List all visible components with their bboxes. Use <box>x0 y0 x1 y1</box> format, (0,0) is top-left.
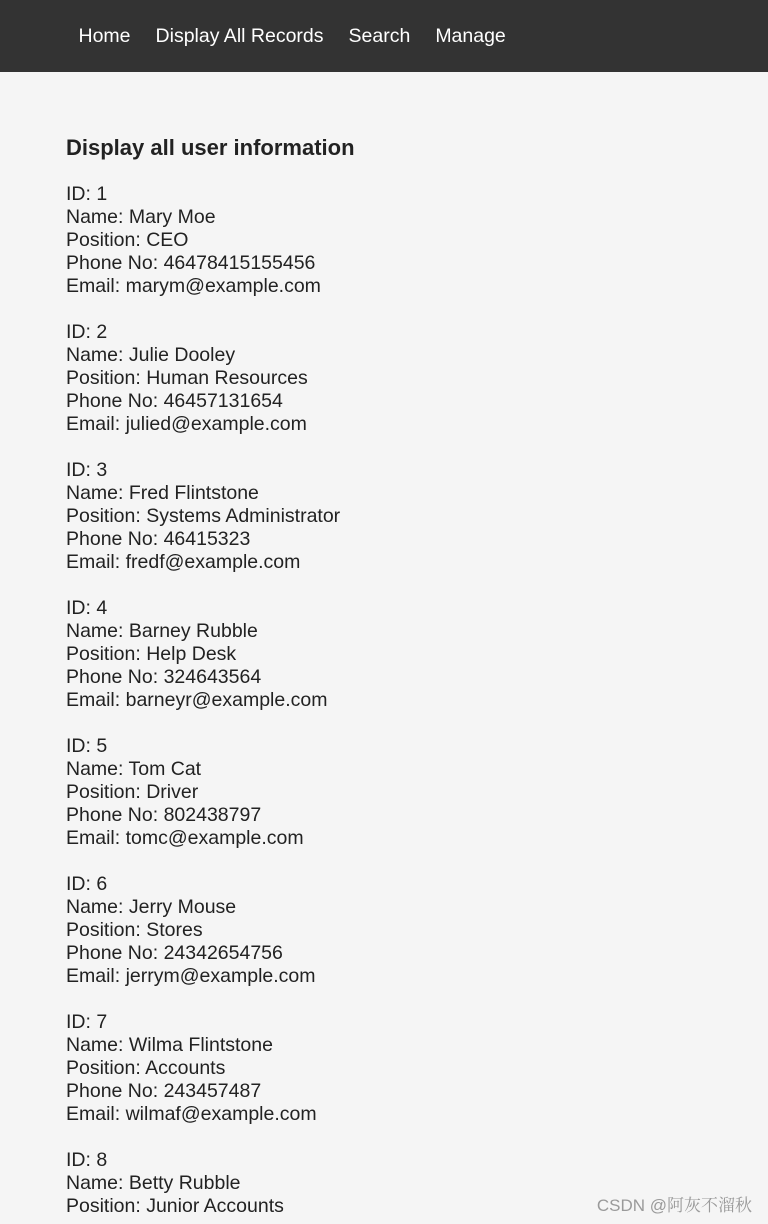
top-navbar <box>0 0 768 72</box>
record-id: ID: 3 <box>66 459 108 481</box>
record-email: Email: barneyr@example.com <box>66 689 328 711</box>
user-record <box>66 183 768 298</box>
watermark-text: CSDN @阿灰不溜秋 <box>596 1196 752 1215</box>
record-phone: Phone No: 24342654756 <box>66 942 283 964</box>
record-phone: Phone No: 802438797 <box>66 804 262 826</box>
record-name: Name: Fred Flintstone <box>66 482 259 504</box>
record-name: Name: Mary Moe <box>66 206 216 228</box>
user-record <box>66 597 768 712</box>
record-email: Email: tomc@example.com <box>66 827 304 849</box>
record-email: Email: fredf@example.com <box>66 551 301 573</box>
record-phone: Phone No: 46478415155456 <box>66 252 316 274</box>
record-id: ID: 4 <box>66 597 108 619</box>
user-record <box>66 873 768 988</box>
record-phone: Phone No: 243457487 <box>66 1080 262 1102</box>
main-content <box>0 72 768 1218</box>
page-title: Display all user information <box>66 135 355 160</box>
record-position: Position: Stores <box>66 919 203 941</box>
record-email: Email: jerrym@example.com <box>66 965 316 987</box>
nav-link-display-all-records[interactable]: Display All Records <box>155 24 324 47</box>
nav-link-home[interactable]: Home <box>78 24 131 47</box>
record-name: Name: Tom Cat <box>66 758 202 780</box>
record-phone: Phone No: 46415323 <box>66 528 251 550</box>
record-position: Position: Junior Accounts <box>66 1195 284 1217</box>
user-record <box>66 321 768 436</box>
nav-link-search[interactable]: Search <box>348 24 411 47</box>
user-record <box>66 1011 768 1126</box>
record-position: Position: CEO <box>66 229 189 251</box>
record-email: Email: marym@example.com <box>66 275 321 297</box>
record-name: Name: Wilma Flintstone <box>66 1034 273 1056</box>
user-record <box>66 459 768 574</box>
record-email: Email: wilmaf@example.com <box>66 1103 317 1125</box>
record-id: ID: 7 <box>66 1011 108 1033</box>
record-position: Position: Systems Administrator <box>66 505 341 527</box>
record-id: ID: 8 <box>66 1149 108 1171</box>
record-id: ID: 6 <box>66 873 108 895</box>
record-id: ID: 2 <box>66 321 108 343</box>
record-name: Name: Betty Rubble <box>66 1172 241 1194</box>
user-record <box>66 735 768 850</box>
record-name: Name: Jerry Mouse <box>66 896 237 918</box>
record-id: ID: 1 <box>66 183 108 205</box>
record-position: Position: Human Resources <box>66 367 308 389</box>
nav-link-manage[interactable]: Manage <box>435 24 506 47</box>
record-phone: Phone No: 324643564 <box>66 666 262 688</box>
record-id: ID: 5 <box>66 735 108 757</box>
record-email: Email: julied@example.com <box>66 413 307 435</box>
record-position: Position: Help Desk <box>66 643 237 665</box>
record-name: Name: Barney Rubble <box>66 620 258 642</box>
record-position: Position: Accounts <box>66 1057 226 1079</box>
record-phone: Phone No: 46457131654 <box>66 390 283 412</box>
record-position: Position: Driver <box>66 781 199 803</box>
record-name: Name: Julie Dooley <box>66 344 236 366</box>
